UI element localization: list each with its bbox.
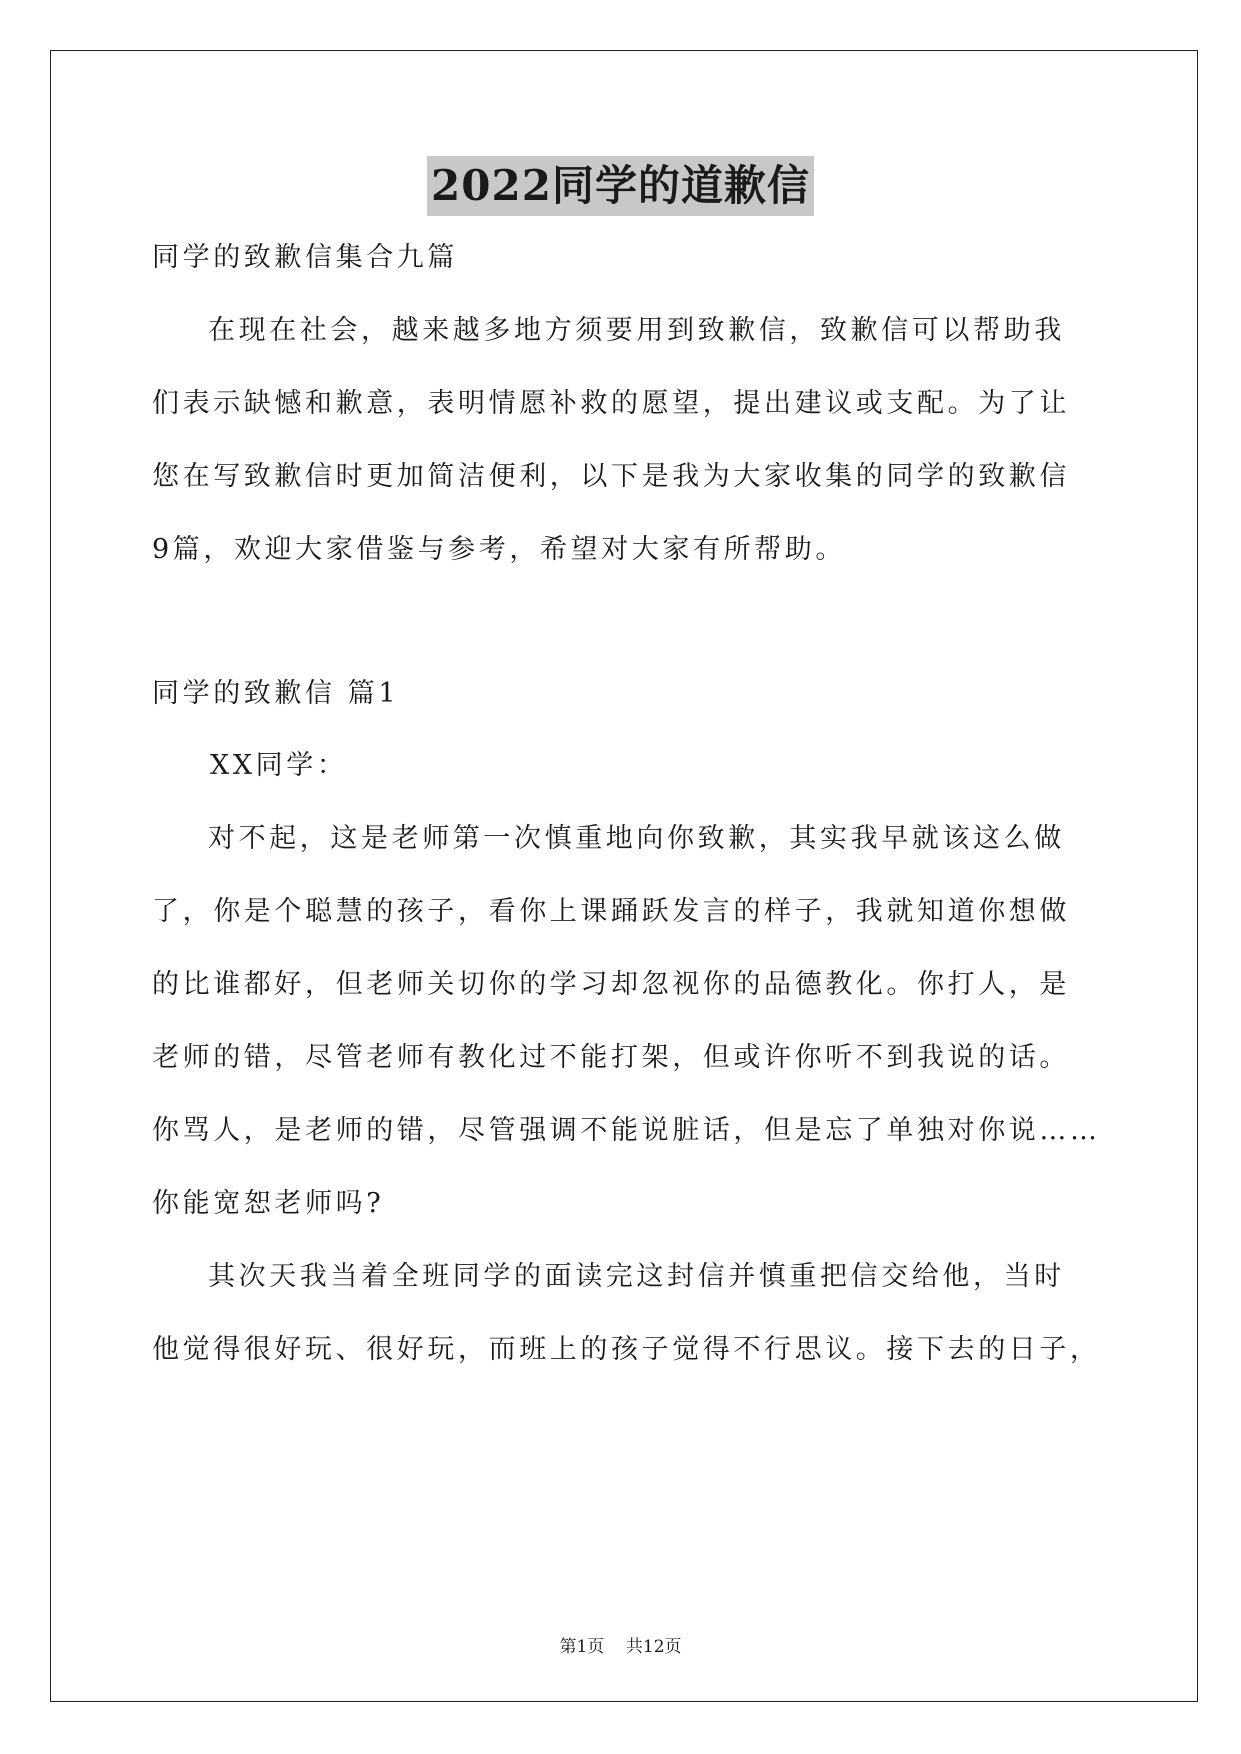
- page-number: 第1页: [559, 1637, 605, 1657]
- letter-salutation: XX同学：: [210, 750, 348, 781]
- intro-line: 们表示缺憾和歉意，表明情愿补救的愿望，提出建议或支配。为了让: [152, 388, 1070, 419]
- document-subtitle: 同学的致歉信集合九篇: [152, 242, 458, 273]
- letter-line: 老师的错，尽管老师有教化过不能打架，但或许你听不到我说的话。: [152, 1042, 1070, 1073]
- page-footer: [0, 1636, 1241, 1658]
- document-title-block: [0, 156, 1241, 225]
- letter-line: 对不起，这是老师第一次慎重地向你致歉，其实我早就该这么做: [208, 823, 1065, 854]
- intro-line: 在现在社会，越来越多地方须要用到致歉信，致歉信可以帮助我: [208, 315, 1065, 346]
- section-heading: 同学的致歉信 篇1: [152, 678, 400, 709]
- intro-line: 您在写致歉信时更加简洁便利，以下是我为大家收集的同学的致歉信: [152, 461, 1070, 492]
- page-border: [50, 50, 1198, 1702]
- letter-line: 你能宽恕老师吗?: [152, 1188, 385, 1219]
- narrative-line: 他觉得很好玩、很好玩，而班上的孩子觉得不行思议。接下去的日子，: [152, 1334, 1101, 1365]
- narrative-line: 其次天我当着全班同学的面读完这封信并慎重把信交给他，当时: [208, 1261, 1065, 1292]
- letter-line: 的比谁都好，但老师关切你的学习却忽视你的品德教化。你打人，是: [152, 969, 1070, 1000]
- intro-line: 9篇，欢迎大家借鉴与参考，希望对大家有所帮助。: [152, 534, 846, 565]
- letter-line: 你骂人，是老师的错，尽管强调不能说脏话，但是忘了单独对你说……: [152, 1115, 1101, 1146]
- document-title: 2022同学的道歉信: [427, 156, 814, 216]
- letter-line: 了，你是个聪慧的孩子，看你上课踊跃发言的样子，我就知道你想做: [152, 896, 1070, 927]
- page-total: 共12页: [625, 1637, 682, 1657]
